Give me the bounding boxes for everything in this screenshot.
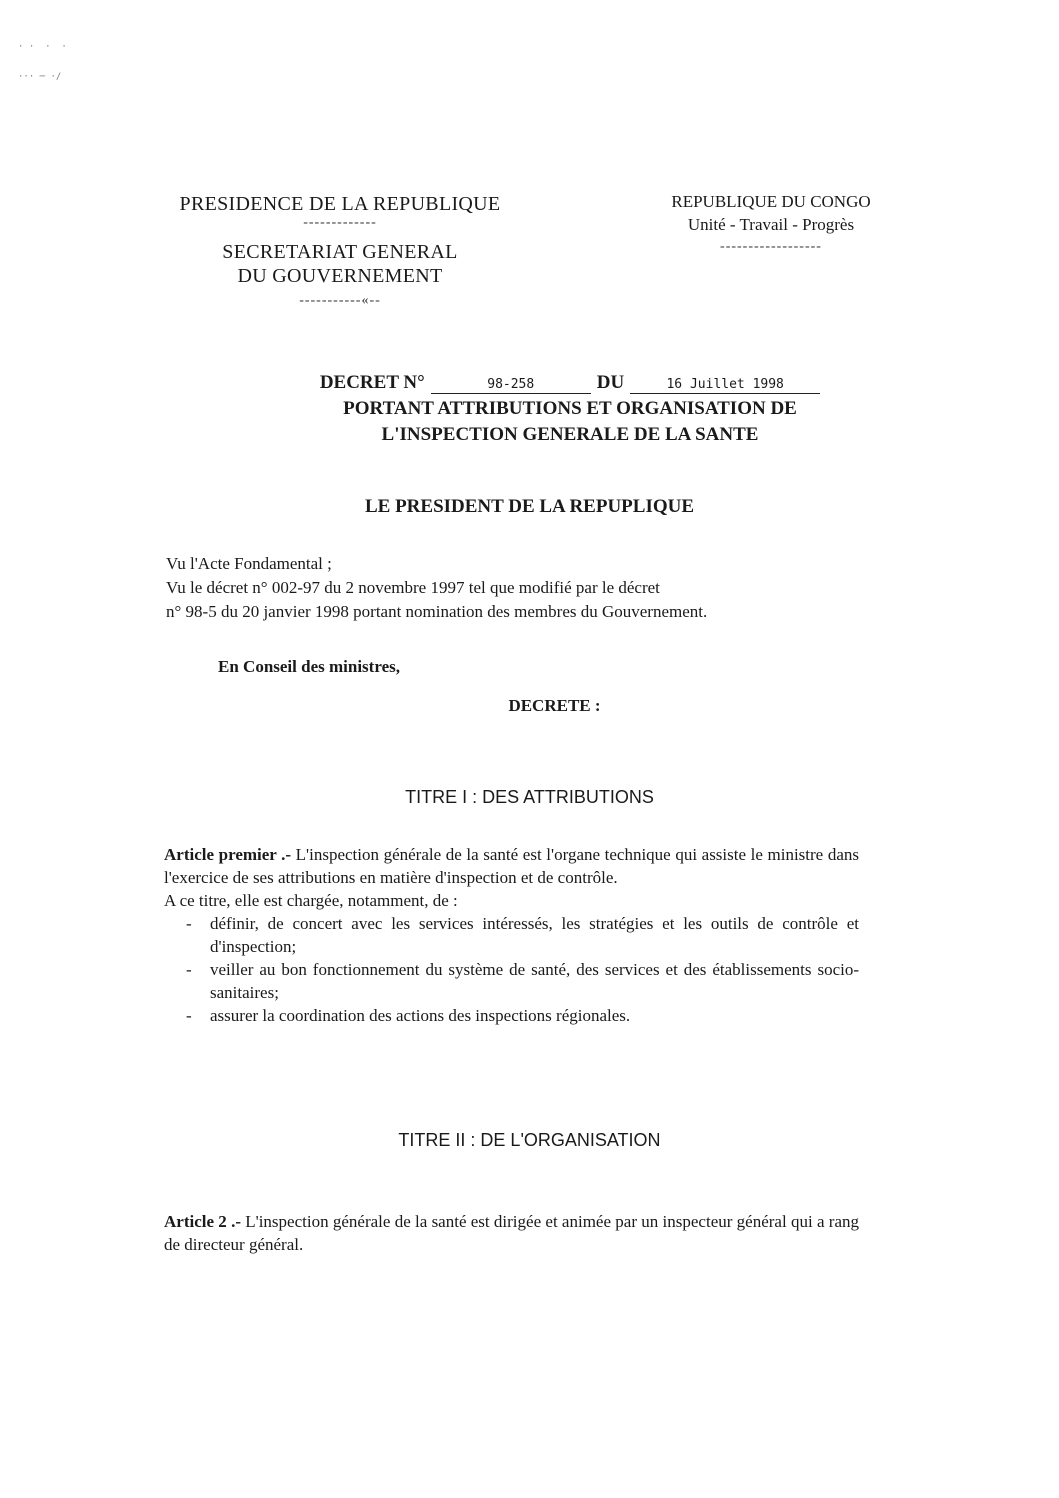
header-republique: REPUBLIQUE DU CONGO [671, 192, 871, 211]
article-1-intro: A ce titre, elle est chargée, notamment, de : [164, 891, 458, 910]
header-secretariat: SECRETARIAT GENERAL [222, 241, 458, 263]
vu-line-1: Vu l'Acte Fondamental ; [166, 554, 332, 573]
article-2-text: L'inspection générale de la santé est dirigée et animée par un inspecteur général qui a rang de directeur général. [164, 1212, 859, 1254]
article-2-body [164, 1210, 859, 1256]
list-item: - veiller au bon fonctionnement du système de santé, des services et des établissements socio-sanitaires; [186, 960, 859, 1002]
header-left [150, 192, 530, 308]
decree-number-row [290, 370, 850, 396]
conseil-line: En Conseil des ministres, [218, 657, 400, 676]
decree-label: DECRET N° [319, 372, 425, 393]
vu-line-3: n° 98-5 du 20 janvier 1998 portant nomination des membres du Gouvernement. [166, 602, 708, 621]
article-2-label: Article 2 .- [164, 1212, 241, 1231]
decree-date: 16 Juillet 1998 [630, 377, 820, 394]
article-1-body [164, 843, 859, 889]
article-2 [164, 1210, 859, 1256]
list-item: - assurer la coordination des actions des inspections régionales. [186, 1006, 631, 1025]
decree-subject-line2: L'INSPECTION GENERALE DE LA SANTE [381, 424, 759, 445]
header-presidence: PRESIDENCE DE LA REPUBLIQUE [179, 193, 501, 215]
header-right-separator: ------------------ [720, 239, 822, 254]
vu-section [166, 552, 886, 624]
article-1-label: Article premier .- [164, 845, 292, 864]
header-gouvernement: DU GOUVERNEMENT [237, 265, 443, 287]
decree-subject-line1: PORTANT ATTRIBUTIONS ET ORGANISATION DE [343, 398, 797, 419]
header-left-separator-2: -----------«-- [299, 293, 381, 308]
titre-1-heading: TITRE I : DES ATTRIBUTIONS [405, 787, 654, 807]
vu-line-2: Vu le décret n° 002-97 du 2 novembre 1997 tel que modifié par le décret [166, 578, 660, 597]
decree-title [290, 370, 850, 448]
decrete-heading: DECRETE : [508, 696, 601, 715]
decree-du-label: DU [596, 372, 625, 393]
header-motto: Unité - Travail - Progrès [687, 215, 855, 234]
decree-number: 98-258 [431, 377, 591, 394]
article-1 [164, 843, 859, 1027]
president-heading: LE PRESIDENT DE LA REPUPLIQUE [364, 496, 695, 517]
header-right [636, 190, 906, 254]
article-1-list [164, 912, 859, 1027]
article-1-text: L'inspection générale de la santé est l'organe technique qui assiste le ministre dans l'exercice de ses attributions en matière d'inspection et de contrôle. [164, 845, 859, 887]
scan-artifacts: · · · · ··· ─ ·/ [18, 42, 67, 82]
header-left-separator-1: ------------- [303, 215, 377, 230]
titre-2-heading: TITRE II : DE L'ORGANISATION [398, 1130, 661, 1150]
list-item: - définir, de concert avec les services intéressés, les stratégies et les outils de contrôle et d'inspection; [186, 914, 859, 956]
